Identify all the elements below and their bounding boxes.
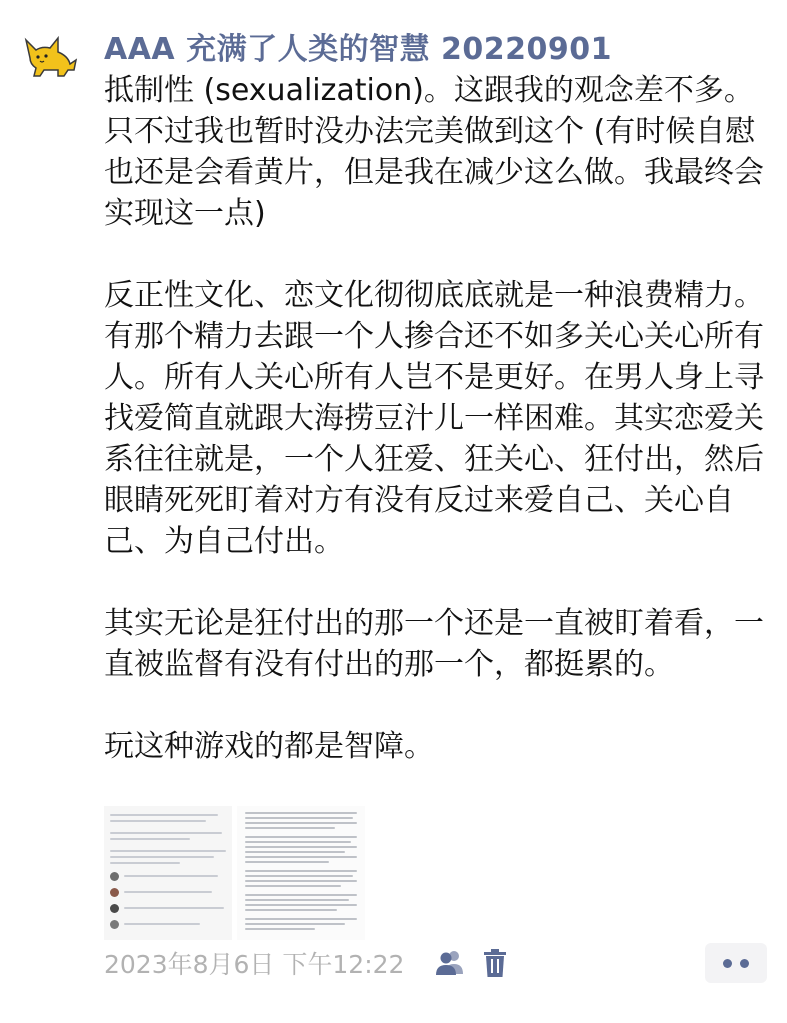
more-button[interactable]: [705, 943, 767, 983]
comment-avatar: [110, 872, 119, 881]
image-text-line: [245, 894, 357, 896]
image-text-line: [245, 812, 357, 814]
image-text-line: [124, 907, 224, 909]
post-paragraph-4: 玩这种游戏的都是智障。: [104, 729, 434, 764]
image-text-line: [245, 904, 357, 906]
more-dots-icon: [723, 959, 732, 968]
trash-icon: [478, 946, 512, 980]
post-timestamp: 2023年8月6日 下午12:22: [104, 950, 405, 979]
image-text-line: [245, 880, 357, 882]
image-text-line: [245, 846, 357, 848]
image-text-line: [245, 885, 341, 887]
attached-image-1[interactable]: [104, 806, 232, 940]
image-text-line: [110, 832, 222, 834]
image-text-line: [245, 827, 335, 829]
image-text-line: [245, 851, 345, 853]
image-text-line: [110, 850, 226, 852]
image-text-line: [245, 909, 337, 911]
image-text-line: [245, 856, 357, 858]
avatar[interactable]: [22, 30, 80, 80]
image-text-line: [245, 899, 349, 901]
image-text-line: [110, 862, 180, 864]
more-dots-icon: [740, 959, 749, 968]
image-text-line: [245, 822, 357, 824]
comment-avatar: [110, 920, 119, 929]
post-paragraph-2: 反正性文化、恋文化彻彻底底就是一种浪费精力。有那个精力去跟一个人掺合还不如多关心关心所有人。所有人关心所有人岂不是更好。在男人身上寻找爱简直就跟大海捞豆汁儿一样困难。其实恋爱关系往往就是，一个人狂爱、狂关心、狂付出，然后眼睛死死盯着对方有没有反过来爱自己、关心自己、为自己付出。: [104, 278, 764, 559]
image-text-line: [124, 923, 200, 925]
image-text-line: [110, 814, 218, 816]
paragraph-spacer: [104, 562, 774, 603]
post-paragraph-3: 其实无论是狂付出的那一个还是一直被盯着看，一直被监督有没有付出的那一个，都挺累的。: [104, 606, 764, 682]
paragraph-spacer: [104, 685, 774, 726]
paragraph-spacer: [104, 234, 774, 275]
post-content: [104, 70, 774, 767]
visibility-button[interactable]: [433, 946, 467, 980]
author-name[interactable]: AAA 充满了人类的智慧 20220901: [104, 32, 613, 67]
image-text-line: [124, 875, 218, 877]
image-text-line: [124, 891, 212, 893]
image-text-line: [245, 836, 357, 838]
comment-avatar: [110, 888, 119, 897]
post-paragraph-1: 抵制性 (sexualization)。这跟我的观念差不多。只不过我也暂时没办法完美做到这个 (有时候自慰也还是会看黄片，但是我在减少这么做。我最终会实现这一点): [104, 73, 764, 231]
image-text-line: [245, 870, 357, 872]
comment-avatar: [110, 904, 119, 913]
cat-avatar-icon: [22, 30, 80, 80]
image-text-line: [110, 856, 214, 858]
image-text-line: [245, 841, 351, 843]
image-text-line: [110, 820, 206, 822]
people-icon: [433, 946, 467, 980]
image-text-line: [245, 923, 345, 925]
image-text-line: [245, 918, 357, 920]
image-text-line: [245, 928, 315, 930]
image-text-line: [245, 875, 353, 877]
attached-image-2[interactable]: [237, 806, 365, 940]
image-text-line: [245, 861, 329, 863]
image-text-line: [245, 817, 353, 819]
delete-button[interactable]: [478, 946, 512, 980]
image-text-line: [110, 838, 190, 840]
